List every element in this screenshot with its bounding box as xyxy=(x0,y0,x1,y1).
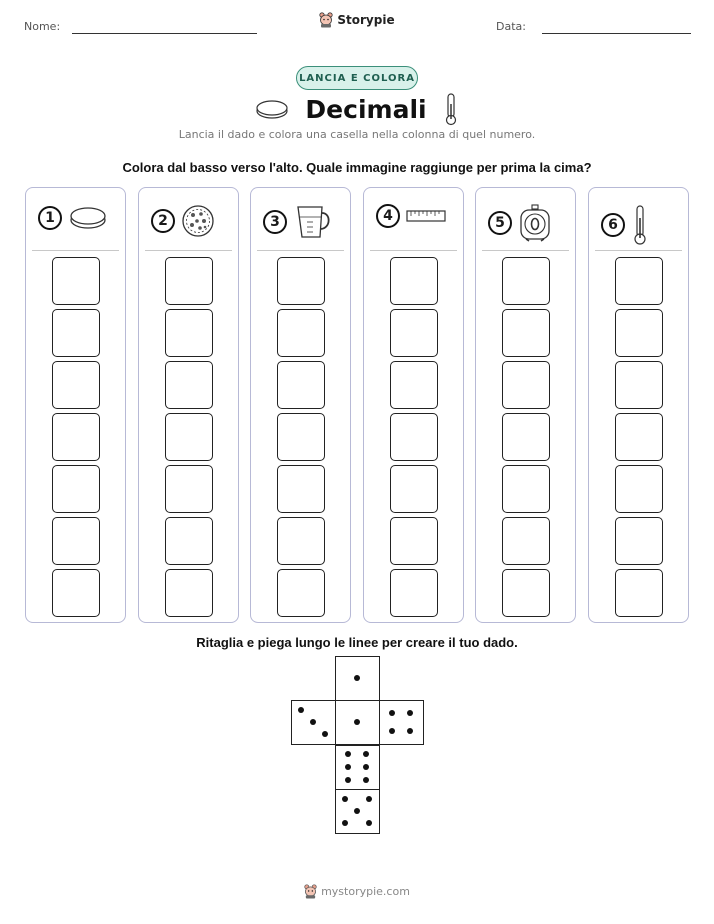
color-box[interactable] xyxy=(52,361,100,409)
brand-name: Storypie xyxy=(337,13,395,27)
color-box[interactable] xyxy=(502,257,550,305)
color-box[interactable] xyxy=(277,569,325,617)
ruler-icon xyxy=(406,208,446,224)
color-boxes xyxy=(277,257,325,617)
column-number: 4 xyxy=(376,204,400,228)
color-box[interactable] xyxy=(165,257,213,305)
color-boxes xyxy=(165,257,213,617)
date-label: Data: xyxy=(496,20,526,33)
column-number: 1 xyxy=(38,206,62,230)
die-pip xyxy=(354,719,360,725)
column-2 xyxy=(138,187,239,623)
page-title: Decimali xyxy=(305,94,427,124)
die-pip xyxy=(366,820,372,826)
color-box[interactable] xyxy=(165,517,213,565)
die-pip xyxy=(310,719,316,725)
die-face-6 xyxy=(335,745,380,790)
die-pip xyxy=(298,707,304,713)
color-box[interactable] xyxy=(52,257,100,305)
column-header xyxy=(263,204,333,240)
title-row xyxy=(0,92,714,126)
color-box[interactable] xyxy=(52,465,100,513)
color-box[interactable] xyxy=(615,569,663,617)
color-box[interactable] xyxy=(615,257,663,305)
die-pip xyxy=(345,751,351,757)
color-box[interactable] xyxy=(390,517,438,565)
storypie-mascot-icon xyxy=(319,12,333,28)
color-box[interactable] xyxy=(502,465,550,513)
color-boxes xyxy=(390,257,438,617)
die-pip xyxy=(354,675,360,681)
color-boxes xyxy=(502,257,550,617)
column-divider xyxy=(257,250,344,251)
column-header xyxy=(601,204,649,246)
column-number: 5 xyxy=(488,211,512,235)
column-number: 2 xyxy=(151,209,175,233)
color-box[interactable] xyxy=(277,413,325,461)
color-box[interactable] xyxy=(277,309,325,357)
die-face-1 xyxy=(335,656,380,701)
die-pip xyxy=(366,796,372,802)
die-pip xyxy=(345,764,351,770)
die-face-1 xyxy=(335,700,380,745)
color-box[interactable] xyxy=(277,517,325,565)
column-divider xyxy=(32,250,119,251)
die-pip xyxy=(363,764,369,770)
column-header xyxy=(151,204,215,238)
color-box[interactable] xyxy=(165,413,213,461)
die-pip xyxy=(354,808,360,814)
die-pip xyxy=(363,751,369,757)
die-face-3 xyxy=(291,700,336,745)
coin-icon xyxy=(255,98,289,120)
thermometer-icon xyxy=(443,92,459,126)
cookie-icon xyxy=(181,204,215,238)
die-pip xyxy=(342,820,348,826)
color-box[interactable] xyxy=(615,361,663,409)
color-box[interactable] xyxy=(502,517,550,565)
column-number: 3 xyxy=(263,210,287,234)
die-pip xyxy=(407,728,413,734)
subtitle: Lancia il dado e colora una casella nella colonna di quel numero. xyxy=(178,128,536,141)
color-box[interactable] xyxy=(390,413,438,461)
storypie-mascot-icon xyxy=(304,884,317,899)
color-box[interactable] xyxy=(165,361,213,409)
column-header xyxy=(376,204,446,228)
column-divider xyxy=(482,250,569,251)
color-box[interactable] xyxy=(502,361,550,409)
die-pip xyxy=(389,710,395,716)
footer-url[interactable]: mystorypie.com xyxy=(321,885,410,898)
color-box[interactable] xyxy=(52,309,100,357)
die-face-5 xyxy=(335,789,380,834)
color-box[interactable] xyxy=(615,517,663,565)
column-4 xyxy=(363,187,464,623)
color-box[interactable] xyxy=(165,465,213,513)
color-boxes xyxy=(615,257,663,617)
color-box[interactable] xyxy=(52,517,100,565)
color-box[interactable] xyxy=(502,413,550,461)
column-divider xyxy=(145,250,232,251)
cut-instruction: Ritaglia e piega lungo le linee per creare il tuo dado. xyxy=(196,635,518,650)
column-number: 6 xyxy=(601,213,625,237)
color-box[interactable] xyxy=(502,569,550,617)
color-box[interactable] xyxy=(390,257,438,305)
die-pip xyxy=(363,777,369,783)
color-box[interactable] xyxy=(502,309,550,357)
column-divider xyxy=(370,250,457,251)
column-divider xyxy=(595,250,682,251)
coin-icon xyxy=(68,204,108,232)
color-box[interactable] xyxy=(390,465,438,513)
footer xyxy=(0,884,714,899)
stopwatch-icon xyxy=(518,204,552,242)
column-3 xyxy=(250,187,351,623)
color-box[interactable] xyxy=(277,361,325,409)
die-pip xyxy=(407,710,413,716)
color-box[interactable] xyxy=(277,465,325,513)
color-box[interactable] xyxy=(615,413,663,461)
die-pip xyxy=(389,728,395,734)
instruction: Colora dal basso verso l'alto. Quale immagine raggiunge per prima la cima? xyxy=(122,160,592,175)
activity-badge: LANCIA E COLORA xyxy=(296,66,418,90)
column-header xyxy=(488,204,552,242)
name-line[interactable] xyxy=(72,33,257,34)
thermometer-icon xyxy=(631,204,649,246)
color-box[interactable] xyxy=(165,309,213,357)
color-box[interactable] xyxy=(615,309,663,357)
color-box[interactable] xyxy=(52,413,100,461)
die-face-4 xyxy=(379,700,424,745)
column-6 xyxy=(588,187,689,623)
die-pip xyxy=(342,796,348,802)
die-pip xyxy=(345,777,351,783)
die-pip xyxy=(322,731,328,737)
color-box[interactable] xyxy=(390,361,438,409)
color-box[interactable] xyxy=(390,569,438,617)
brand-logo xyxy=(0,12,714,28)
column-1 xyxy=(25,187,126,623)
color-boxes xyxy=(52,257,100,617)
color-box[interactable] xyxy=(165,569,213,617)
name-label: Nome: xyxy=(24,20,61,33)
measuring-jug-icon xyxy=(293,204,333,240)
column-header xyxy=(38,204,108,232)
color-box[interactable] xyxy=(52,569,100,617)
column-5 xyxy=(475,187,576,623)
color-box[interactable] xyxy=(615,465,663,513)
color-box[interactable] xyxy=(390,309,438,357)
date-line[interactable] xyxy=(542,33,691,34)
color-box[interactable] xyxy=(277,257,325,305)
